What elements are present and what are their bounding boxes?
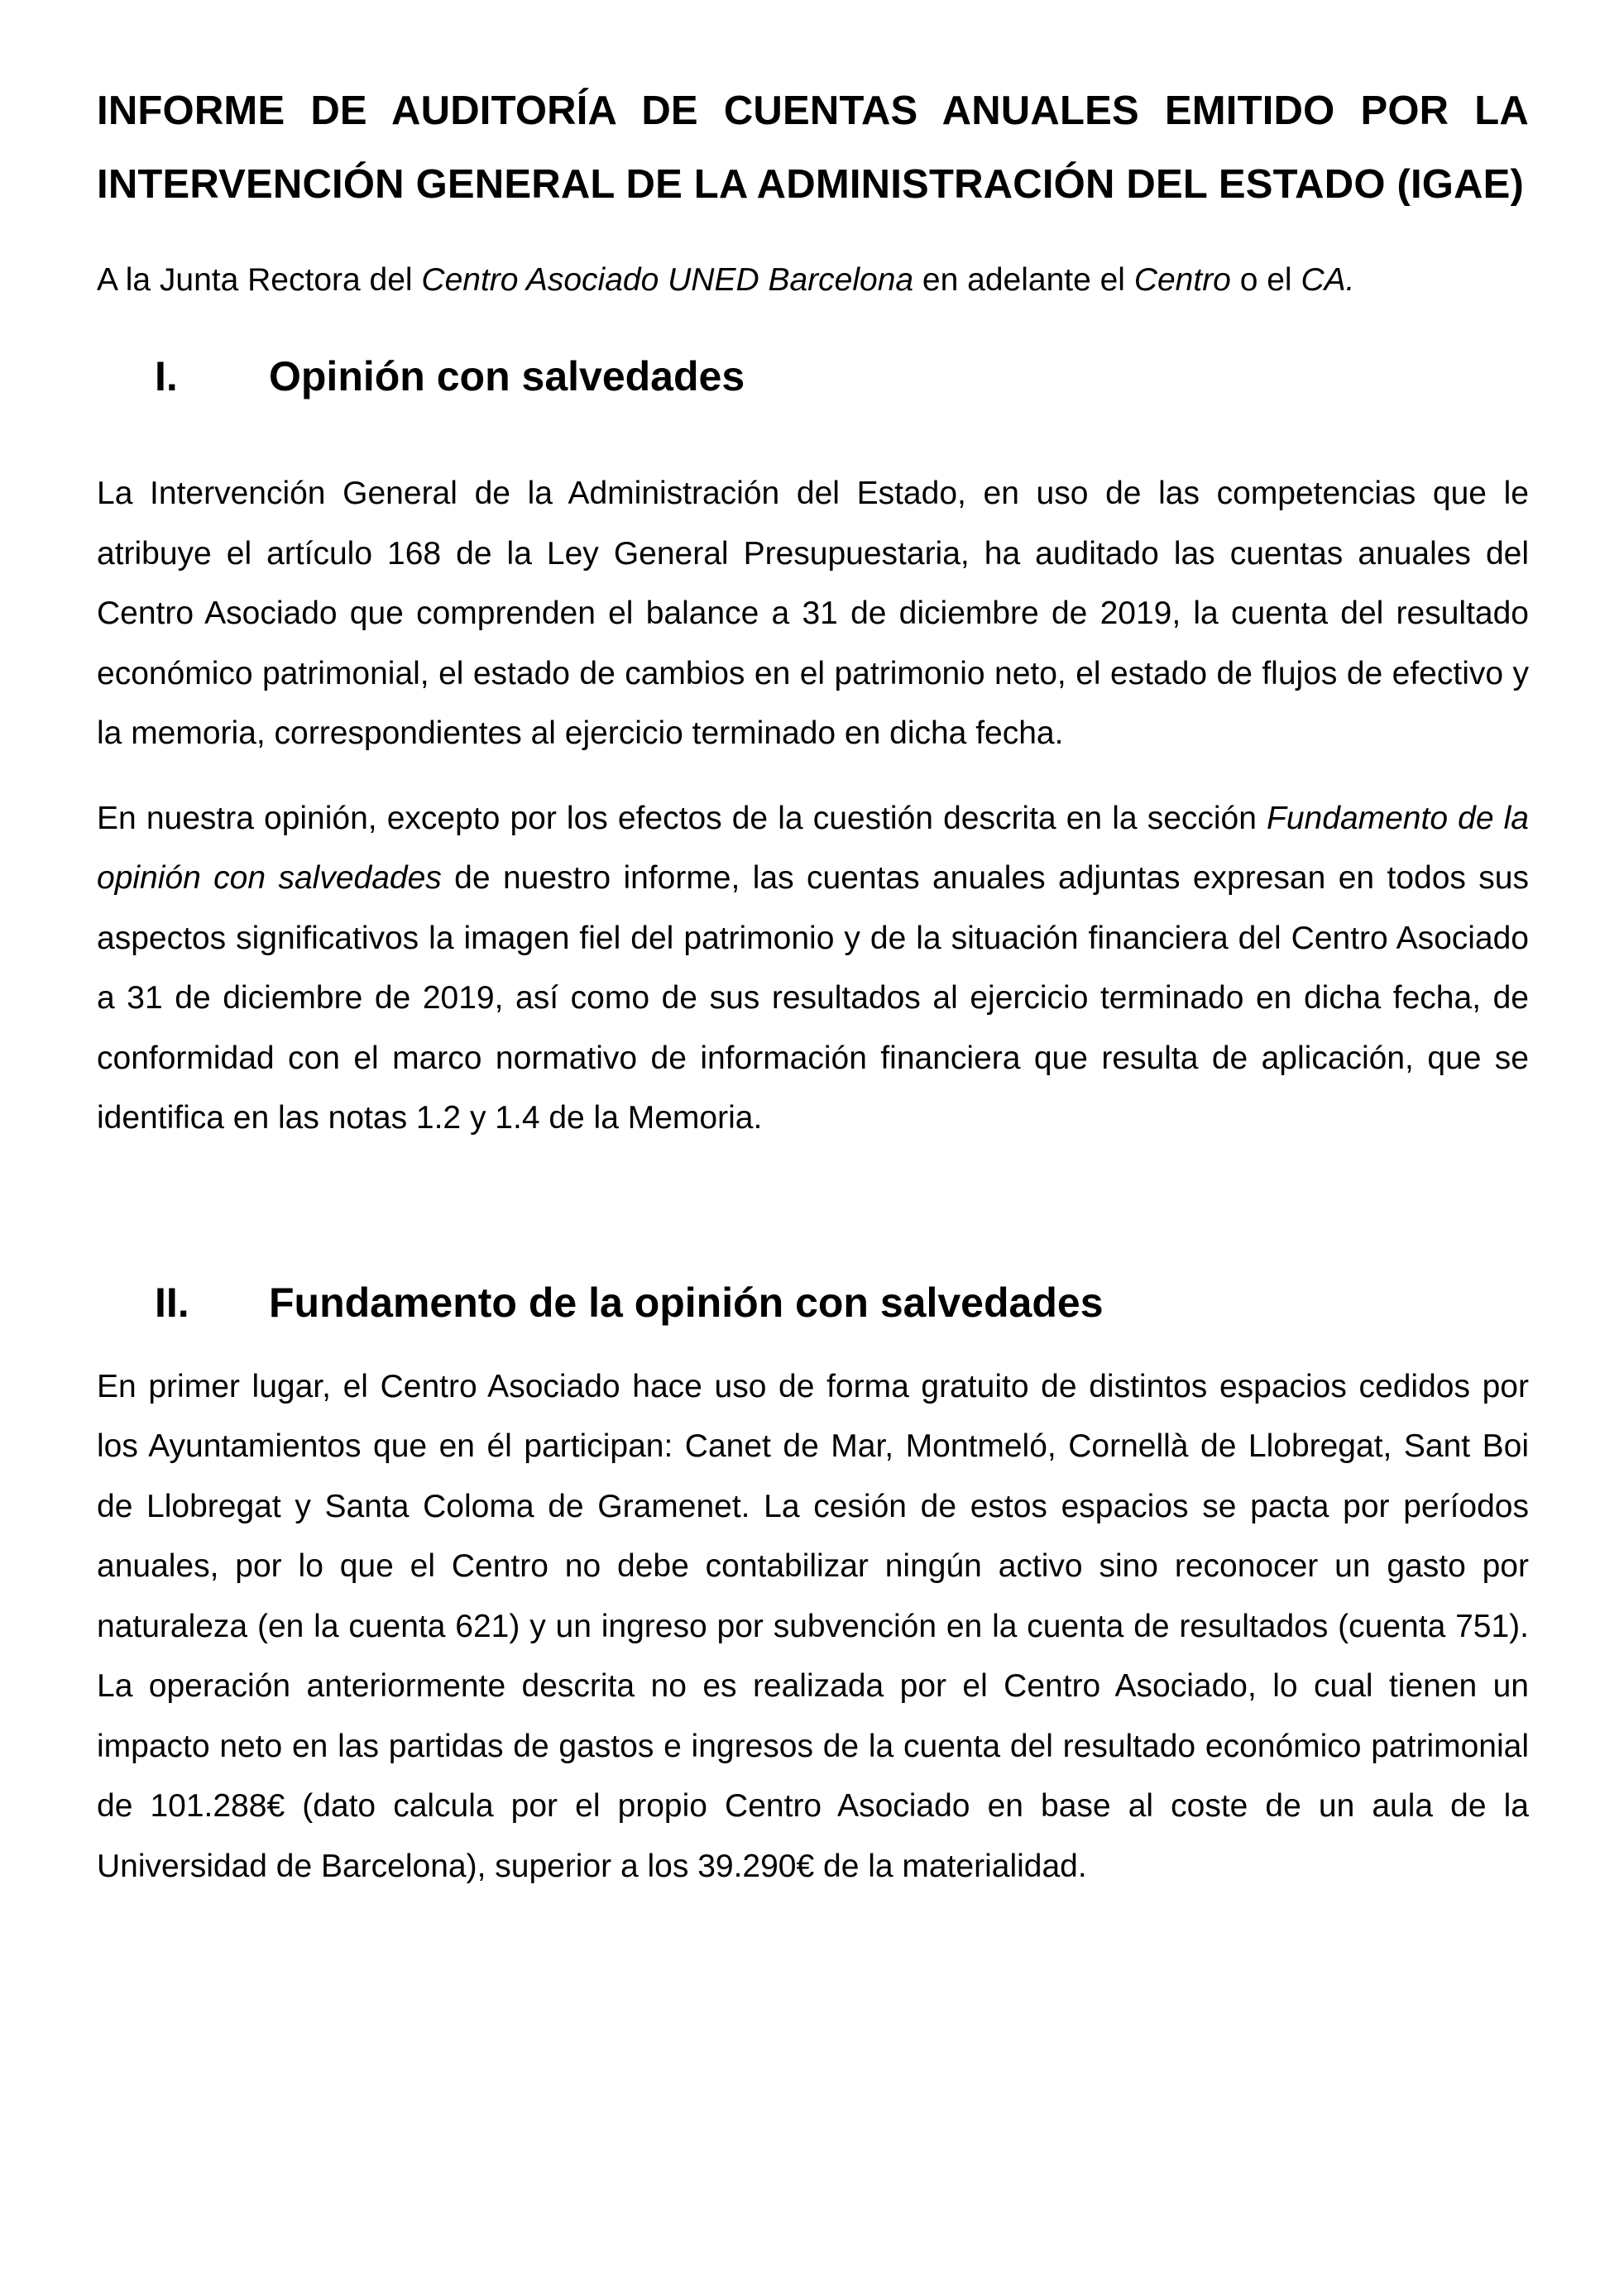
salutation-prefix: A la Junta Rectora del bbox=[97, 262, 422, 298]
document-page bbox=[97, 74, 1529, 1897]
salutation-middle: en adelante el bbox=[913, 262, 1134, 298]
section-2-number: II. bbox=[155, 1279, 189, 1326]
section-1-heading bbox=[97, 347, 1529, 406]
salutation bbox=[97, 251, 1529, 310]
paragraph-2-before: En nuestra opinión, excepto por los efectos de la cuestión descrita en la sección bbox=[97, 800, 1267, 836]
section-2-heading bbox=[97, 1273, 1529, 1332]
salutation-short-name-1: Centro bbox=[1133, 262, 1231, 298]
section-1-title: Opinión con salvedades bbox=[269, 353, 745, 399]
paragraph-2-emphasis: Fundamento de la opinión con salvedades bbox=[97, 800, 1529, 896]
section-2-paragraph-1: En primer lugar, el Centro Asociado hace uso de forma gratuito de distintos espacios cedidos por los Ayuntamientos que en él participan: Canet de Mar, Montmeló, Cornellà de Llobregat, Sant Boi de Llobregat y Santa Coloma de Gramenet. La cesión de estos espacios se pacta por períodos anuales, por lo que el Centro no debe contabilizar ningún activo sino reconocer un gasto por naturaleza (en la cuenta 621) y un ingreso por subvención en la cuenta de resultados (cuenta 751). La operación anteriormente descrita no es realizada por el Centro Asociado, lo cual tienen un impacto neto en las partidas de gastos e ingresos de la cuenta del resultado económico patrimonial de 101.288€ (dato calcula por el propio Centro Asociado en base al coste de un aula de la Universidad de Barcelona), superior a los 39.290€ de la materialidad. bbox=[97, 1368, 1529, 1884]
section-1-paragraph-1: La Intervención General de la Administración del Estado, en uso de las competencias que le atribuye el artículo 168 de la Ley General Presupuestaria, ha auditado las cuentas anuales del Centro Asociado que comprenden el balance a 31 de diciembre de 2019, la cuenta del resultado económico patrimonial, el estado de cambios en el patrimonio neto, el estado de flujos de efectivo y la memoria, correspondientes al ejercicio terminado en dicha fecha. bbox=[97, 476, 1529, 751]
section-1-paragraph-2 bbox=[97, 789, 1529, 1149]
section-2-title: Fundamento de la opinión con salvedades bbox=[269, 1279, 1104, 1326]
section-1-number: I. bbox=[155, 353, 178, 399]
salutation-entity: Centro Asociado UNED Barcelona bbox=[421, 262, 914, 298]
document-title: INFORME DE AUDITORÍA DE CUENTAS ANUALES EMITIDO POR LA INTERVENCIÓN GENERAL DE LA ADMINISTRACIÓN DEL ESTADO (IGAE) bbox=[97, 88, 1529, 207]
paragraph-2-after: de nuestro informe, las cuentas anuales adjuntas expresan en todos sus aspectos significativos la imagen fiel del patrimonio y de la situación financiera del Centro Asociado a 31 de diciembre de 2019, así como de sus resultados al ejercicio terminado en dicha fecha, de conformidad con el marco normativo de información financiera que resulta de aplicación, que se identifica en las notas 1.2 y 1.4 de la Memoria. bbox=[97, 860, 1529, 1136]
salutation-or: o el bbox=[1230, 262, 1301, 298]
salutation-short-name-2: CA. bbox=[1301, 262, 1355, 298]
